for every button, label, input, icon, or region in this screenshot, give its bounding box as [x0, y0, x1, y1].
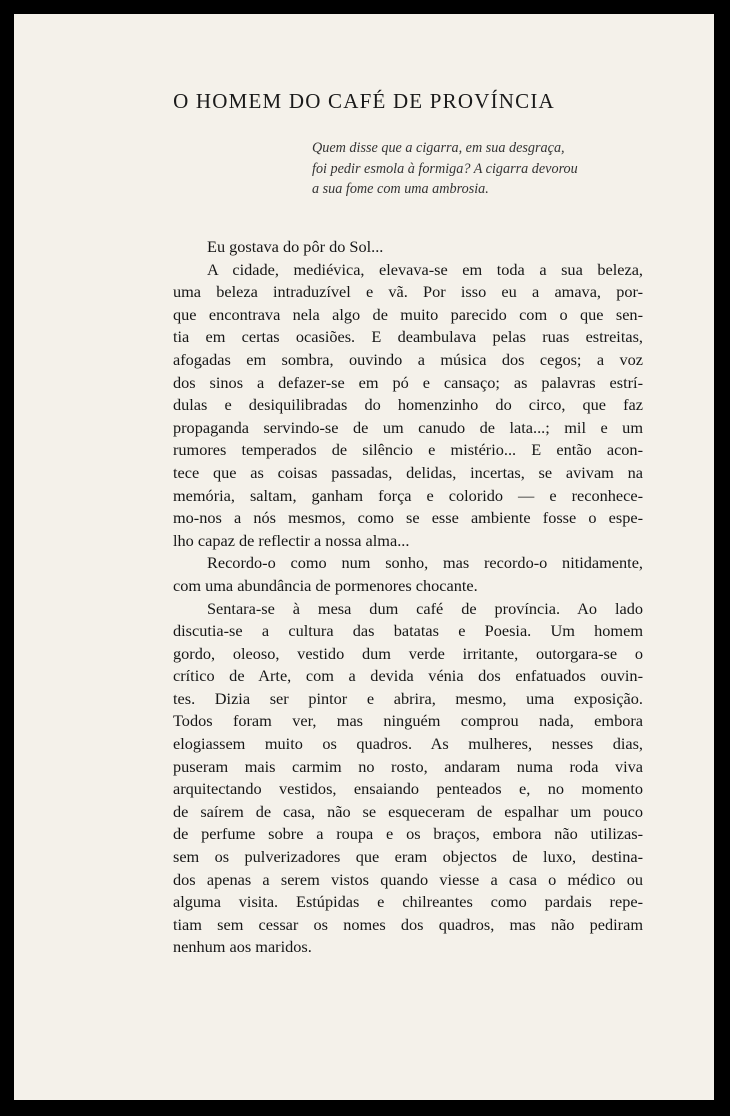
text-line: Eu gostava do pôr do Sol...	[207, 237, 384, 256]
text-line: Sentara-se à mesa dum café de província. Ao lado	[207, 598, 643, 618]
text-line: tes. Dizia ser pintor e abrira, mesmo, uma exposição.	[173, 688, 643, 708]
text-line: tia em certas ocasiões. E deambulava pelas ruas estreitas,	[173, 327, 643, 347]
text-line: que encontrava nela algo de muito parecido com o que sen-	[173, 304, 643, 324]
text-line: puseram mais carmim no rosto, andaram numa roda viva	[173, 756, 643, 776]
text-line: Todos foram ver, mas ninguém comprou nada, embora	[173, 711, 643, 731]
text-line: com uma abundância de pormenores chocante.	[173, 575, 478, 595]
text-line: memória, saltam, ganham força e colorido — e reconhece-	[173, 485, 643, 505]
text-line: mo-nos a nós mesmos, como se esse ambiente fosse o espe-	[173, 508, 643, 528]
epigraph-line: a sua fome com uma ambrosia.	[312, 181, 489, 197]
body-text	[173, 236, 643, 959]
epigraph-line: foi pedir esmola à formiga? A cigarra devorou	[312, 160, 578, 177]
text-line: A cidade, mediévica, elevava-se em toda a sua beleza,	[207, 259, 643, 279]
epigraph-line: Quem disse que a cigarra, em sua desgraça,	[312, 140, 565, 156]
text-line: elogiassem muito os quadros. As mulheres, nesses dias,	[173, 734, 643, 754]
text-line: de saírem de casa, não se esqueceram de espalhar um pouco	[173, 801, 643, 821]
text-line: afogadas em sombra, ouvindo a música dos cegos; a voz	[173, 349, 643, 369]
text-line: tece que as coisas passadas, delidas, incertas, se avivam na	[173, 462, 643, 482]
text-line: dos apenas a serem vistos quando viesse a casa o médico ou	[173, 869, 643, 889]
chapter-title: O HOMEM DO CAFÉ DE PROVÍNCIA	[173, 89, 555, 113]
text-line: sem os pulverizadores que eram objectos de luxo, destina-	[173, 847, 643, 867]
text-line: alguma visita. Estúpidas e chilreantes como pardais repe-	[173, 892, 643, 912]
text-line: crítico de Arte, com a devida vénia dos enfatuados ouvin-	[173, 666, 643, 686]
text-line: gordo, oleoso, vestido dum verde irritante, outorgara-se o	[173, 643, 643, 663]
text-line: uma beleza intraduzível e vã. Por isso eu a amava, por-	[173, 282, 643, 302]
text-line: dos sinos a defazer-se em pó e cansaço; as palavras estrí-	[173, 372, 643, 392]
epigraph	[312, 138, 652, 200]
text-line: de perfume sobre a roupa e os braços, embora não utilizas-	[173, 824, 643, 844]
text-line: discutia-se a cultura das batatas e Poesia. Um homem	[173, 621, 643, 641]
text-line: dulas e desiquilibradas do homenzinho do circo, que faz	[173, 395, 643, 415]
text-line: tiam sem cessar os nomes dos quadros, mas não pediram	[173, 914, 643, 934]
text-line: propaganda servindo-se de um canudo de lata...; mil e um	[173, 417, 643, 437]
text-line: lho capaz de reflectir a nossa alma...	[173, 530, 410, 550]
text-line: rumores temperados de silêncio e mistério... E então acon-	[173, 440, 643, 460]
text-line: Recordo-o como num sonho, mas recordo-o nitidamente,	[207, 553, 643, 573]
text-line: nenhum aos maridos.	[173, 937, 312, 957]
text-line: arquitectando vestidos, ensaiando penteados e, no momento	[173, 779, 643, 799]
book-page	[14, 14, 714, 1100]
